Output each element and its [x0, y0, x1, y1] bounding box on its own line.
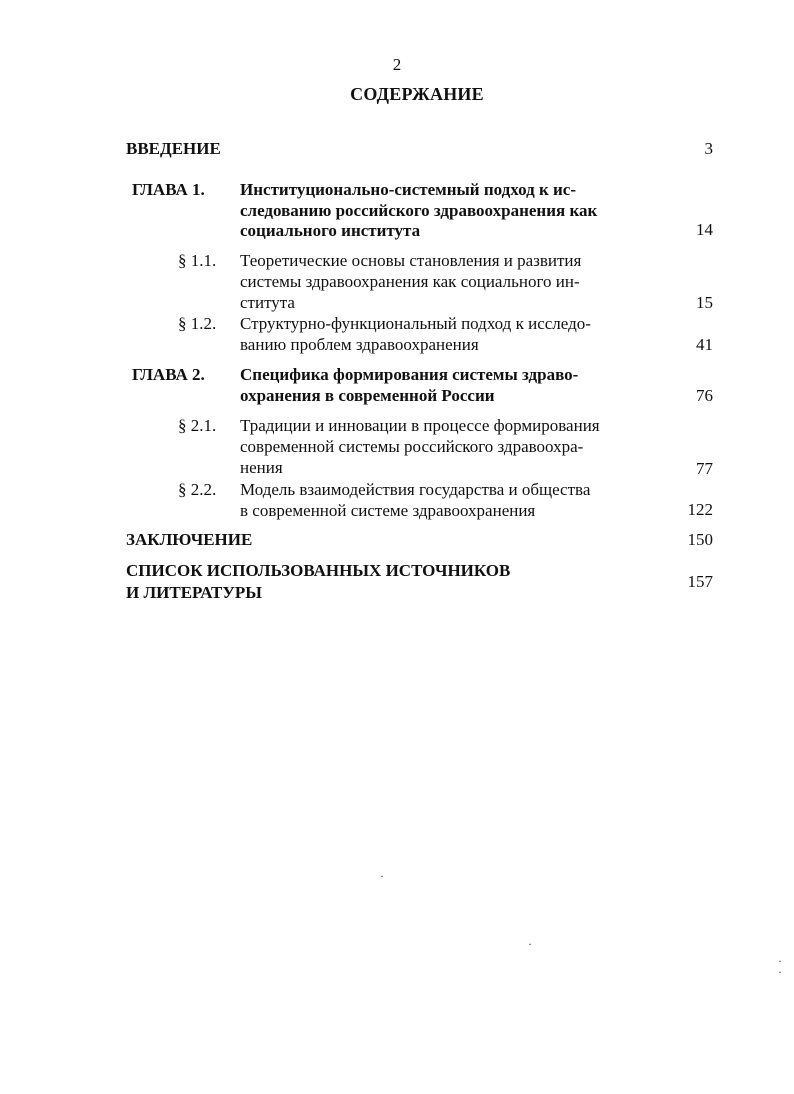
toc-chapter2-line-2: охранения в современной России	[240, 386, 495, 405]
toc-section2-1-label: § 2.1.	[178, 416, 217, 435]
toc-chapter2-line-1: Специфика формирования системы здраво-	[240, 365, 579, 384]
toc-chapter1-label: ГЛАВА 1.	[132, 180, 205, 199]
toc-section2-1-page: 77	[696, 459, 713, 478]
toc-section1-2-page: 41	[696, 335, 713, 354]
toc-chapter1-line-1: Институционально-системный подход к ис-	[240, 180, 576, 199]
toc-section1-1-line-3: ститута	[240, 293, 295, 312]
toc-section2-1-line-3: нения	[240, 458, 283, 477]
toc-section2-1-line-1: Традиции и инновации в процессе формирования	[240, 416, 600, 435]
scan-speck: ·	[380, 869, 384, 883]
toc-chapter1-line-3: социального института	[240, 221, 421, 240]
toc-chapter1-line-2: следованию российского здравоохранения как	[240, 201, 598, 220]
toc-sources-line-1: СПИСОК ИСПОЛЬЗОВАННЫХ ИСТОЧНИКОВ	[126, 561, 511, 580]
toc-sources-page: 157	[687, 572, 713, 591]
scan-speck: ·	[778, 954, 782, 968]
page-number: 2	[392, 55, 402, 74]
toc-chapter1-page: 14	[696, 220, 713, 239]
toc-section2-2-line-1: Модель взаимодействия государства и общества	[240, 480, 591, 499]
toc-section1-1-line-2: системы здравоохранения как социального ин-	[240, 272, 580, 291]
toc-conclusion-page: 150	[687, 530, 713, 549]
toc-section1-1-page: 15	[696, 293, 713, 312]
toc-conclusion-label: ЗАКЛЮЧЕНИЕ	[126, 530, 253, 549]
scan-speck: ·	[528, 937, 532, 951]
toc-section1-1-line-1: Теоретические основы становления и развития	[240, 251, 582, 270]
toc-section2-2-page: 122	[687, 500, 713, 519]
toc-section1-2-line-1: Структурно-функциональный подход к исследо-	[240, 314, 591, 333]
toc-chapter2-label: ГЛАВА 2.	[132, 365, 205, 384]
toc-title: СОДЕРЖАНИЕ	[350, 84, 484, 104]
toc-chapter2-page: 76	[696, 386, 713, 405]
toc-intro-page: 3	[704, 139, 713, 158]
toc-section1-2-label: § 1.2.	[178, 314, 217, 333]
toc-section1-1-label: § 1.1.	[178, 251, 217, 270]
toc-section2-2-label: § 2.2.	[178, 480, 217, 499]
toc-sources-line-2: И ЛИТЕРАТУРЫ	[126, 583, 262, 602]
toc-intro-label: ВВЕДЕНИЕ	[126, 139, 221, 158]
scan-speck: ·	[778, 965, 782, 979]
toc-section2-2-line-2: в современной системе здравоохранения	[240, 501, 536, 520]
toc-section1-2-line-2: ванию проблем здравоохранения	[240, 335, 479, 354]
toc-section2-1-line-2: современной системы российского здравоохра-	[240, 437, 584, 456]
